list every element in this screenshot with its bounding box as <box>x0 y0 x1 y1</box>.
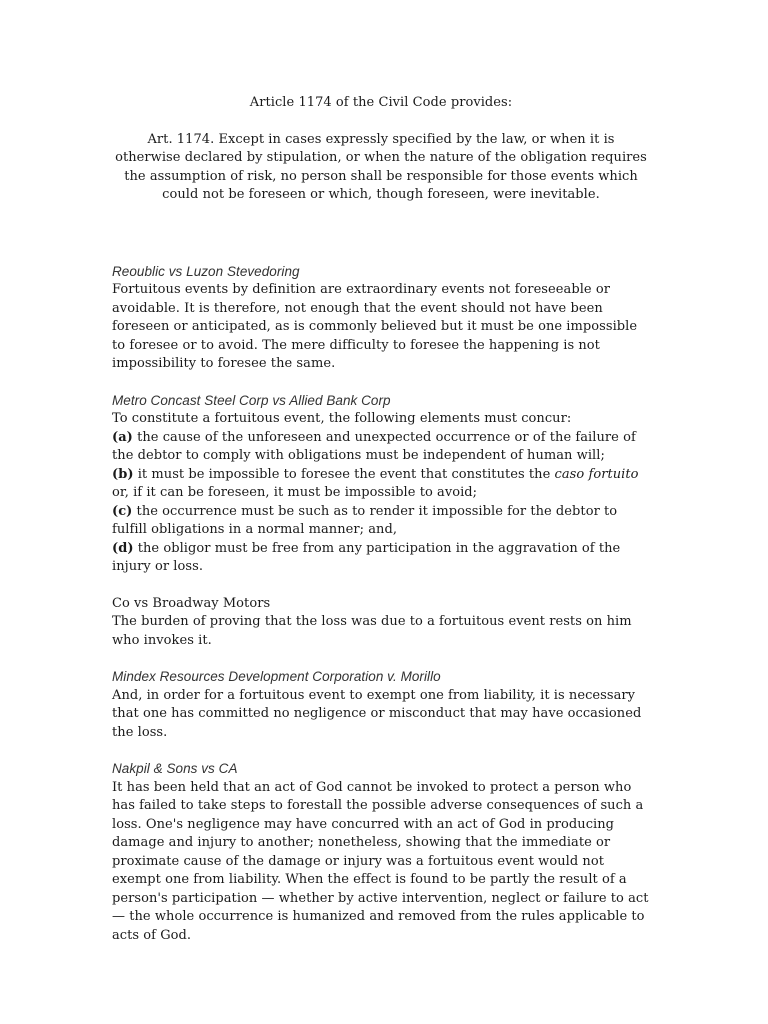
element-label: (c) <box>112 503 133 519</box>
intro-title: Article 1174 of the Civil Code provides: <box>249 95 513 110</box>
element-label: (a) <box>112 429 133 445</box>
article-1174-quote: Art. 1174. Except in cases expressly specified by the law, or when it is otherwise declared by stipulation, or when the nature of the obligation requires the assumption of risk, no person shall be responsible for those events which could not be foreseen or which, though foreseen, were inevitable. <box>115 131 647 202</box>
case-co-vs-broadway-motors <box>112 595 650 651</box>
case-name: Co vs Broadway Motors <box>112 595 271 611</box>
case-mindex-vs-morillo <box>112 668 650 742</box>
element-text: the obligor must be free from any participation in the aggravation of the injury or loss. <box>112 540 621 574</box>
element-label: (b) <box>112 466 134 482</box>
case-name: Mindex Resources Development Corporation v. Morillo <box>112 669 441 684</box>
element-b <box>112 466 650 503</box>
element-text: it must be impossible to foresee the event that constitutes the <box>133 466 555 482</box>
element-label: (d) <box>112 540 134 556</box>
case-metro-concast-vs-allied-bank <box>112 392 650 577</box>
case-nakpil-vs-ca <box>112 760 650 945</box>
element-text: or, if it can be foreseen, it must be impossible to avoid; <box>112 485 478 500</box>
case-text: To constitute a fortuitous event, the following elements must concur: <box>112 411 572 426</box>
case-name: Reoublic vs Luzon Stevedoring <box>112 263 300 279</box>
case-name: Metro Concast Steel Corp vs Allied Bank Corp <box>112 392 391 408</box>
case-text: The burden of proving that the loss was due to a fortuitous event rests on him who invokes it. <box>112 614 632 648</box>
case-text: And, in order for a fortuitous event to exempt one from liability, it is necessary that one has committed no negligence or misconduct that may have occasioned the loss. <box>112 687 642 740</box>
case-text: Fortuitous events by definition are extraordinary events not foreseeable or avoidable. It is therefore, not enough that the event should not have been foreseen or anticipated, as is commonly believed but it must be one impossible to foresee or to avoid. The mere difficulty to foresee the happening is not impossibility to foresee the same. <box>112 282 638 371</box>
case-name: Nakpil & Sons vs CA <box>112 761 238 776</box>
caso-fortuito-term: caso fortuito <box>554 466 639 482</box>
case-republic-vs-luzon-stevedoring <box>112 263 650 374</box>
element-d <box>112 540 650 577</box>
element-text: the cause of the unforeseen and unexpected occurrence or of the failure of the debtor to comply with obligations must be independent of human will; <box>112 429 636 463</box>
element-a <box>112 429 650 466</box>
case-text: It has been held that an act of God cannot be invoked to protect a person who has failed to take steps to forestall the possible adverse consequences of such a loss. One's negligence may have concurred with an act of God in producing damage and injury to another; nonetheless, showing that the immediate or proximate cause of the damage or injury was a fortuitous event would not exempt one from liability. When the effect is found to be partly the result of a person's participation — whether by active intervention, neglect or failure to act — the whole occurrence is humanized and removed from the rules applicable to acts of God. <box>112 779 649 943</box>
element-text: the occurrence must be such as to render it impossible for the debtor to fulfill obligations in a normal manner; and, <box>112 503 618 537</box>
element-c <box>112 503 650 540</box>
